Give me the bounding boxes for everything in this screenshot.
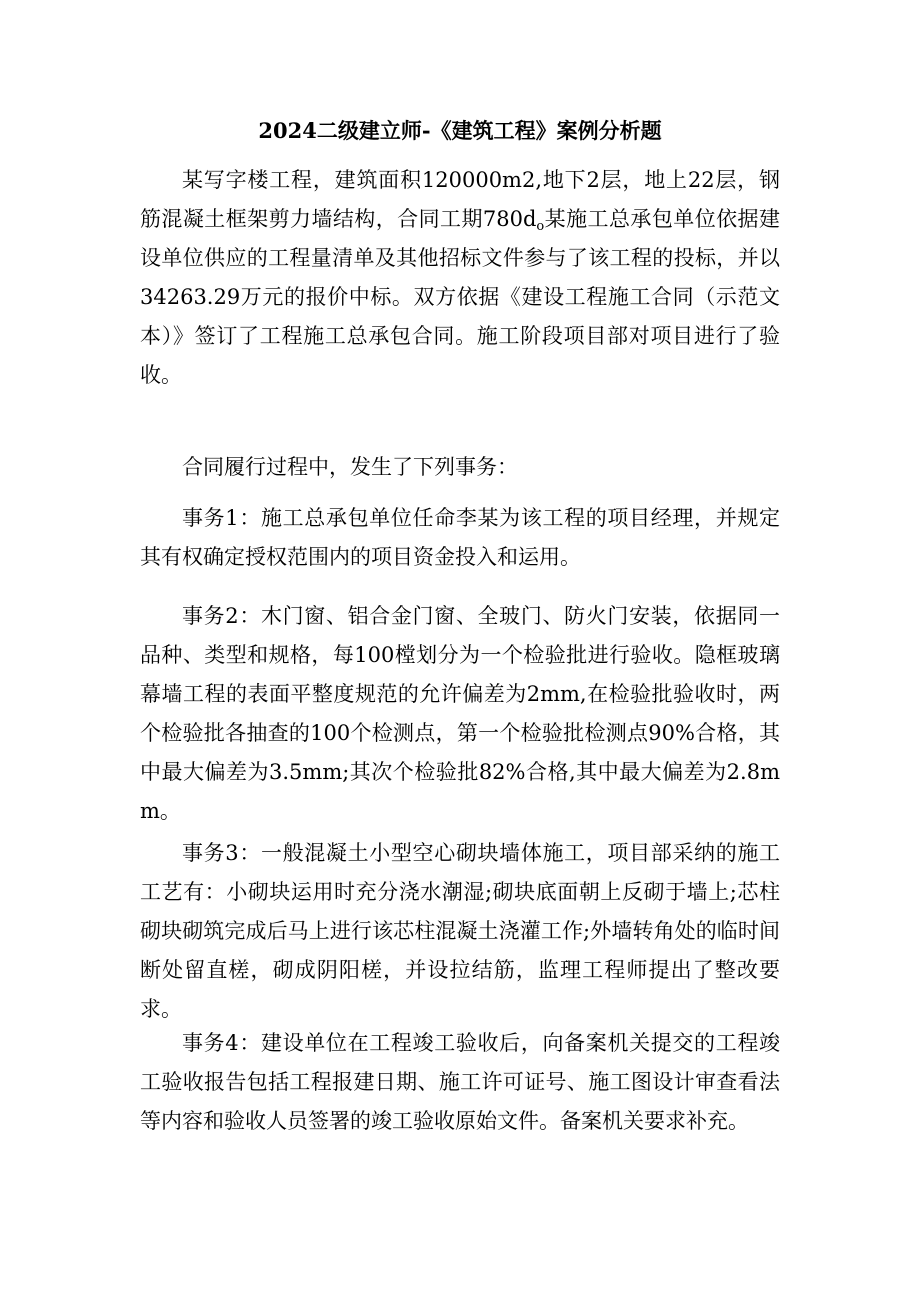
paragraph-event-1: 事务1：施工总承包单位任命李某为该工程的项目经理，并规定其有权确定授权范围内的项目资金投入和运用。 xyxy=(140,506,780,569)
paragraph-event-2: 事务2：木门窗、铝合金门窗、全玻门、防火门安装，依据同一品种、类型和规格，每100樘划分为一个检验批进行验收。隐框玻璃幕墙工程的表面平整度规范的允许偏差为2mm,在检验批验收时，两个检验批各抽查的100个检测点，第一个检验批检测点90%合格，其中最大偏差为3.5mm;其次个检验批82%合格,其中最大偏差为2.8mm。 xyxy=(140,604,780,823)
intro-text-part2: 某施工总承包单位依据建设单位供应的工程量清单及其他招标文件参与了该工程的投标，并以34263.29万元的报价中标。双方依据《建设工程施工合同（示范文本）》签订了工程施工总承包合同。施工阶段项目部对项目进行了验收。 xyxy=(140,207,780,387)
intro-subscript: o xyxy=(536,219,545,234)
paragraph-contract: 合同履行过程中，发生了下列事务： xyxy=(182,455,518,479)
paragraph-event-3: 事务3：一般混凝土小型空心砌块墙体施工，项目部采纳的施工工艺有：小砌块运用时充分浇水潮湿;砌块底面朝上反砌于墙上;芯柱砌块砌筑完成后马上进行该芯柱混凝土浇灌工作;外墙转角处的临时间断处留直槎，砌成阴阳槎，并设拉结筋，监理工程师提出了整改要求。 xyxy=(140,841,780,1021)
document-title: 2024二级建立师-《建筑工程》案例分析题 xyxy=(258,118,662,143)
paragraph-intro xyxy=(140,161,780,395)
intro-text-part1: 某写字楼工程，建筑面积120000m2,地下2层，地上22层，钢筋混凝土框架剪力墙结构，合同工期780d xyxy=(140,168,780,231)
paragraph-event-4: 事务4：建设单位在工程竣工验收后，向备案机关提交的工程竣工验收报告包括工程报建日期、施工许可证号、施工图设计审查看法等内容和验收人员签署的竣工验收原始文件。备案机关要求补充。 xyxy=(140,1031,780,1133)
